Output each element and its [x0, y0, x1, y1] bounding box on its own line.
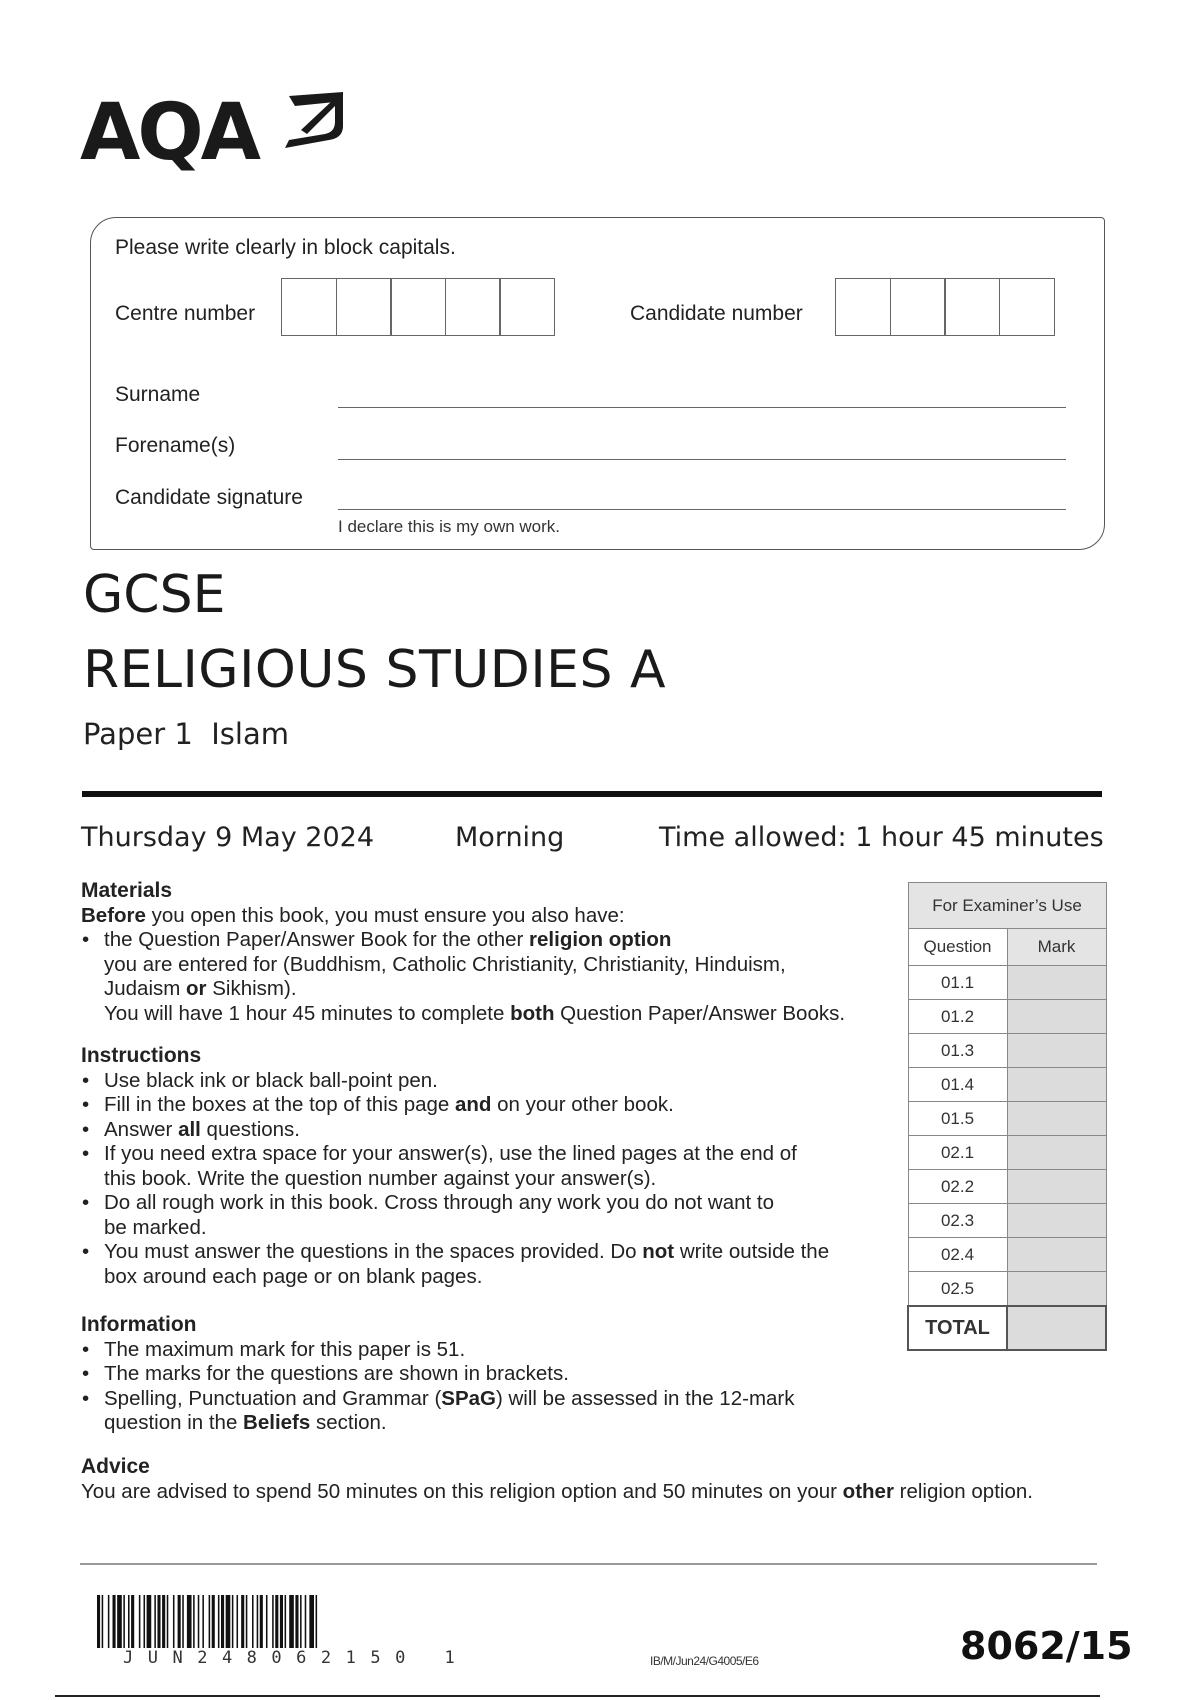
- barcode-bar: [162, 1595, 165, 1648]
- footer-divider: [80, 1563, 1097, 1565]
- forenames-field[interactable]: [338, 459, 1066, 460]
- barcode-bar: [280, 1595, 283, 1648]
- barcode-bar: [193, 1595, 195, 1648]
- barcode-bar: [316, 1595, 318, 1648]
- barcode-bar: [221, 1595, 224, 1648]
- materials-heading: Materials: [81, 879, 173, 902]
- barcode-bar: [157, 1595, 160, 1648]
- barcode-bar: [117, 1595, 122, 1648]
- mark-cell[interactable]: [1007, 1000, 1106, 1034]
- barcode-bar: [198, 1595, 200, 1648]
- barcode-bar: [305, 1595, 307, 1648]
- barcode-bar: [128, 1595, 130, 1648]
- question-number: 02.1: [908, 1136, 1007, 1170]
- question-number: 02.4: [908, 1238, 1007, 1272]
- barcode-bar: [237, 1595, 239, 1648]
- candidate-number-digit[interactable]: [835, 278, 891, 336]
- table-row: [908, 1272, 1106, 1307]
- barcode-bar: [154, 1595, 156, 1648]
- barcode-bar: [131, 1595, 134, 1648]
- table-row: [908, 966, 1106, 1000]
- paper-code: 8062/15: [960, 1624, 1133, 1668]
- barcode-bar: [212, 1595, 215, 1648]
- barcode-bar: [257, 1595, 259, 1648]
- centre-number-digit[interactable]: [445, 278, 501, 336]
- instruction-item: • If you need extra space for your answer(s), use the lined pages at the end of this book. Write the question number against your answer(s).: [81, 1142, 901, 1191]
- materials-intro: Before you open this book, you must ensure you also have:: [81, 903, 625, 927]
- barcode-bar: [275, 1595, 278, 1648]
- question-number: 01.2: [908, 1000, 1007, 1034]
- barcode-bar: [260, 1595, 263, 1648]
- mark-cell[interactable]: [1007, 1170, 1106, 1204]
- barcode-bar: [266, 1595, 268, 1648]
- barcode-bar: [139, 1595, 141, 1648]
- paper-title: Paper 1 Islam: [83, 717, 289, 751]
- surname-field[interactable]: [338, 407, 1066, 408]
- subject-title: RELIGIOUS STUDIES A: [83, 640, 667, 700]
- examiners-use-table: [907, 882, 1107, 1351]
- total-row: [908, 1306, 1106, 1350]
- question-number: 02.2: [908, 1170, 1007, 1204]
- barcode-bar: [178, 1595, 181, 1648]
- total-label: TOTAL: [908, 1306, 1007, 1350]
- barcode-bar: [182, 1595, 184, 1648]
- instruction-item: • You must answer the questions in the spaces provided. Do not write outside the box around each page or on blank pages.: [81, 1240, 901, 1289]
- centre-number-boxes[interactable]: [281, 278, 554, 336]
- instruction-item: • Use black ink or black ball-point pen.: [81, 1069, 901, 1094]
- table-row: [908, 1238, 1106, 1272]
- table-row: [908, 1136, 1106, 1170]
- candidate-number-boxes[interactable]: [835, 278, 1053, 336]
- centre-number-digit[interactable]: [390, 278, 446, 336]
- barcode-bar: [113, 1595, 116, 1648]
- barcode-bar: [123, 1595, 125, 1648]
- mark-cell[interactable]: [1007, 1238, 1106, 1272]
- barcode-bar: [241, 1595, 244, 1648]
- exam-date: Thursday 9 May 2024: [81, 822, 375, 853]
- instruction-item: • Do all rough work in this book. Cross through any work you do not want to be marked.: [81, 1191, 901, 1240]
- centre-number-label: Centre number: [115, 302, 256, 325]
- centre-number-digit[interactable]: [281, 278, 337, 336]
- aqa-logo: [80, 88, 350, 188]
- candidate-number-digit[interactable]: [999, 278, 1055, 336]
- question-number: 01.3: [908, 1034, 1007, 1068]
- centre-number-digit[interactable]: [499, 278, 555, 336]
- barcode-digits: JUN248062150 1: [123, 1648, 470, 1668]
- candidate-number-digit[interactable]: [944, 278, 1000, 336]
- qualification-title: GCSE: [83, 565, 226, 625]
- mark-cell[interactable]: [1007, 1136, 1106, 1170]
- exam-session: Morning: [455, 822, 565, 853]
- barcode-bar: [147, 1595, 152, 1648]
- barcode-bar: [309, 1595, 314, 1648]
- total-mark-cell[interactable]: [1007, 1306, 1106, 1350]
- table-row: [908, 1204, 1106, 1238]
- table-row: [908, 1034, 1106, 1068]
- barcode-bar: [226, 1595, 231, 1648]
- mark-column-header: Mark: [1007, 929, 1106, 966]
- barcode-bar: [285, 1595, 287, 1648]
- title-divider: [82, 791, 1102, 797]
- mark-cell[interactable]: [1007, 1034, 1106, 1068]
- barcode-bar: [187, 1595, 192, 1648]
- barcode-bar: [289, 1595, 294, 1648]
- question-column-header: Question: [908, 929, 1007, 966]
- signature-label: Candidate signature: [115, 486, 303, 509]
- barcode-bar: [108, 1595, 110, 1648]
- declaration-text: I declare this is my own work.: [338, 517, 561, 536]
- table-row: [908, 1000, 1106, 1034]
- barcode-bar: [232, 1595, 234, 1648]
- barcode-bar: [300, 1595, 302, 1648]
- information-item: • The maximum mark for this paper is 51.: [81, 1338, 881, 1363]
- surname-label: Surname: [115, 383, 201, 406]
- barcode-bar: [295, 1595, 298, 1648]
- information-item: • Spelling, Punctuation and Grammar (SPaG) will be assessed in the 12-mark question in the Beliefs section.: [81, 1387, 881, 1436]
- barcode-bar: [246, 1595, 248, 1648]
- mark-cell[interactable]: [1007, 1068, 1106, 1102]
- instruction-item: • Answer all questions.: [81, 1118, 901, 1143]
- barcode-bar: [272, 1595, 274, 1648]
- barcode-bar: [173, 1595, 175, 1648]
- mark-cell[interactable]: [1007, 1272, 1106, 1307]
- mark-cell[interactable]: [1007, 1102, 1106, 1136]
- barcode-bar: [202, 1595, 204, 1648]
- table-row: [908, 1170, 1106, 1204]
- advice-text: You are advised to spend 50 minutes on this religion option and 50 minutes on your other religion option.: [81, 1479, 1033, 1503]
- information-section: [81, 1313, 881, 1436]
- information-heading: Information: [81, 1313, 197, 1336]
- table-row: [908, 1102, 1106, 1136]
- forenames-label: Forename(s): [115, 434, 236, 457]
- barcode-bar: [209, 1595, 211, 1648]
- materials-section: [81, 879, 901, 1026]
- page-bottom-rule: [55, 1695, 1100, 1697]
- time-allowed: Time allowed: 1 hour 45 minutes: [659, 822, 1104, 853]
- barcode-bar: [252, 1595, 254, 1648]
- question-number: 02.3: [908, 1204, 1007, 1238]
- signature-field[interactable]: [338, 509, 1066, 510]
- examiners-use-header: For Examiner’s Use: [908, 883, 1106, 929]
- instructions-heading: Instructions: [81, 1044, 202, 1067]
- mark-cell[interactable]: [1007, 966, 1106, 1000]
- barcode-bar: [167, 1595, 169, 1648]
- advice-section: [81, 1455, 1111, 1504]
- information-item: • The marks for the questions are shown in brackets.: [81, 1362, 881, 1387]
- instructions-section: [81, 1044, 901, 1289]
- barcode-bar: [102, 1595, 104, 1648]
- advice-heading: Advice: [81, 1455, 150, 1478]
- barcode-bar: [144, 1595, 146, 1648]
- block-capitals-instruction: Please write clearly in block capitals.: [115, 236, 456, 259]
- materials-bullet: • the Question Paper/Answer Book for the other religion option you are entered for (Buddhism, Catholic Christianity, Christianity, Hinduism, Judaism or Sikhism). You will have 1 hour 45 minutes to complete both Question Paper/Answer Books.: [81, 928, 901, 1026]
- candidate-number-label: Candidate number: [630, 302, 803, 325]
- barcode-bar: [218, 1595, 220, 1648]
- instruction-item: • Fill in the boxes at the top of this page and on your other book.: [81, 1093, 901, 1118]
- question-number: 01.5: [908, 1102, 1007, 1136]
- barcode-bar: [97, 1595, 100, 1648]
- barcode-image: [97, 1595, 507, 1648]
- candidate-number-digit[interactable]: [890, 278, 946, 336]
- reference-code: IB/M/Jun24/G4005/E6: [650, 1654, 759, 1668]
- logo-text: AQA: [80, 88, 259, 178]
- table-row: [908, 1068, 1106, 1102]
- centre-number-digit[interactable]: [336, 278, 392, 336]
- question-number: 01.1: [908, 966, 1007, 1000]
- leaf-icon: [281, 92, 347, 152]
- question-number: 01.4: [908, 1068, 1007, 1102]
- mark-cell[interactable]: [1007, 1204, 1106, 1238]
- question-number: 02.5: [908, 1272, 1007, 1307]
